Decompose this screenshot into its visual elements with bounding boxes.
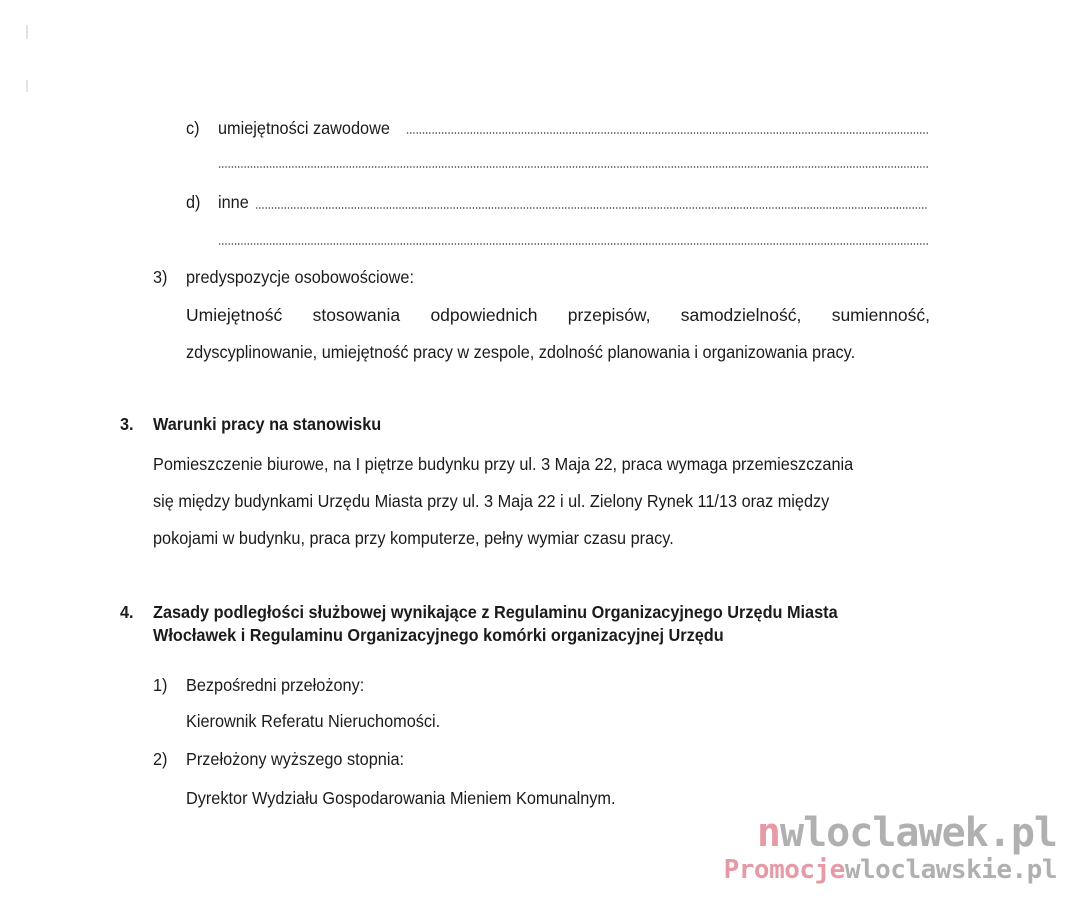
word: sumienność, bbox=[831, 305, 930, 325]
word: odpowiednich bbox=[430, 305, 538, 325]
section-3-line-1: Pomieszczenie biurowe, na I piętrze budynku przy ul. 3 Maja 22, praca wymaga przemieszczania bbox=[153, 454, 854, 474]
word: samodzielność, bbox=[680, 305, 802, 325]
section-4-title-line-2: Włocławek i Regulaminu Organizacyjnego komórki organizacyjnej Urzędu bbox=[153, 625, 724, 645]
word: stosowania bbox=[312, 305, 401, 325]
section-3-number: 3. bbox=[120, 414, 134, 434]
watermark-logo-line-1 bbox=[757, 810, 1057, 856]
item-c-label: c) bbox=[186, 118, 200, 138]
section-3-title: Warunki pracy na stanowisku bbox=[153, 414, 382, 434]
section-4-item-2-value: Dyrektor Wydziału Gospodarowania Mieniem Komunalnym. bbox=[186, 788, 616, 808]
item-3-line-1 bbox=[186, 304, 930, 326]
item-c-text: umiejętności zawodowe bbox=[218, 118, 390, 138]
scan-artifact bbox=[26, 25, 28, 39]
section-4-item-2-label: 2) bbox=[153, 749, 168, 769]
watermark-logo-line-2 bbox=[724, 855, 1057, 885]
section-4-title-line-1: Zasady podległości służbowej wynikające z Regulaminu Organizacyjnego Urzędu Miasta bbox=[153, 602, 838, 622]
item-c-fill-line-1 bbox=[406, 132, 928, 134]
watermark-logo-domain: wloclawek.pl bbox=[780, 810, 1057, 856]
section-3-line-3: pokojami w budynku, praca przy komputerze, pełny wymiar czasu pracy. bbox=[153, 528, 674, 548]
section-4-item-1-heading: Bezpośredni przełożony: bbox=[186, 675, 365, 695]
watermark-logo-initial: n bbox=[756, 810, 781, 856]
watermark-logo-site: wloclawskie.pl bbox=[844, 855, 1057, 885]
item-c-fill-line-2 bbox=[218, 166, 928, 168]
section-4-item-1-value: Kierownik Referatu Nieruchomości. bbox=[186, 711, 441, 731]
section-4-item-1-label: 1) bbox=[153, 675, 168, 695]
item-d-fill-line-2 bbox=[218, 243, 928, 245]
section-4-item-2-heading: Przełożony wyższego stopnia: bbox=[186, 749, 405, 769]
item-d-label: d) bbox=[186, 192, 201, 212]
watermark-logo-promo: Promocje bbox=[723, 855, 845, 885]
word: Umiejętność bbox=[186, 305, 283, 325]
item-3-label: 3) bbox=[153, 267, 168, 287]
item-3-line-2: zdyscyplinowanie, umiejętność pracy w zespole, zdolność planowania i organizowania pracy. bbox=[186, 342, 856, 362]
section-4-number: 4. bbox=[120, 602, 134, 622]
item-d-text: inne bbox=[218, 192, 249, 212]
section-3-line-2: się między budynkami Urzędu Miasta przy ul. 3 Maja 22 i ul. Zielony Rynek 11/13 oraz między bbox=[153, 491, 830, 511]
word: przepisów, bbox=[567, 305, 651, 325]
item-3-heading: predyspozycje osobowościowe: bbox=[186, 267, 414, 287]
scan-artifact bbox=[26, 80, 28, 92]
item-d-fill-line-1 bbox=[255, 207, 928, 209]
